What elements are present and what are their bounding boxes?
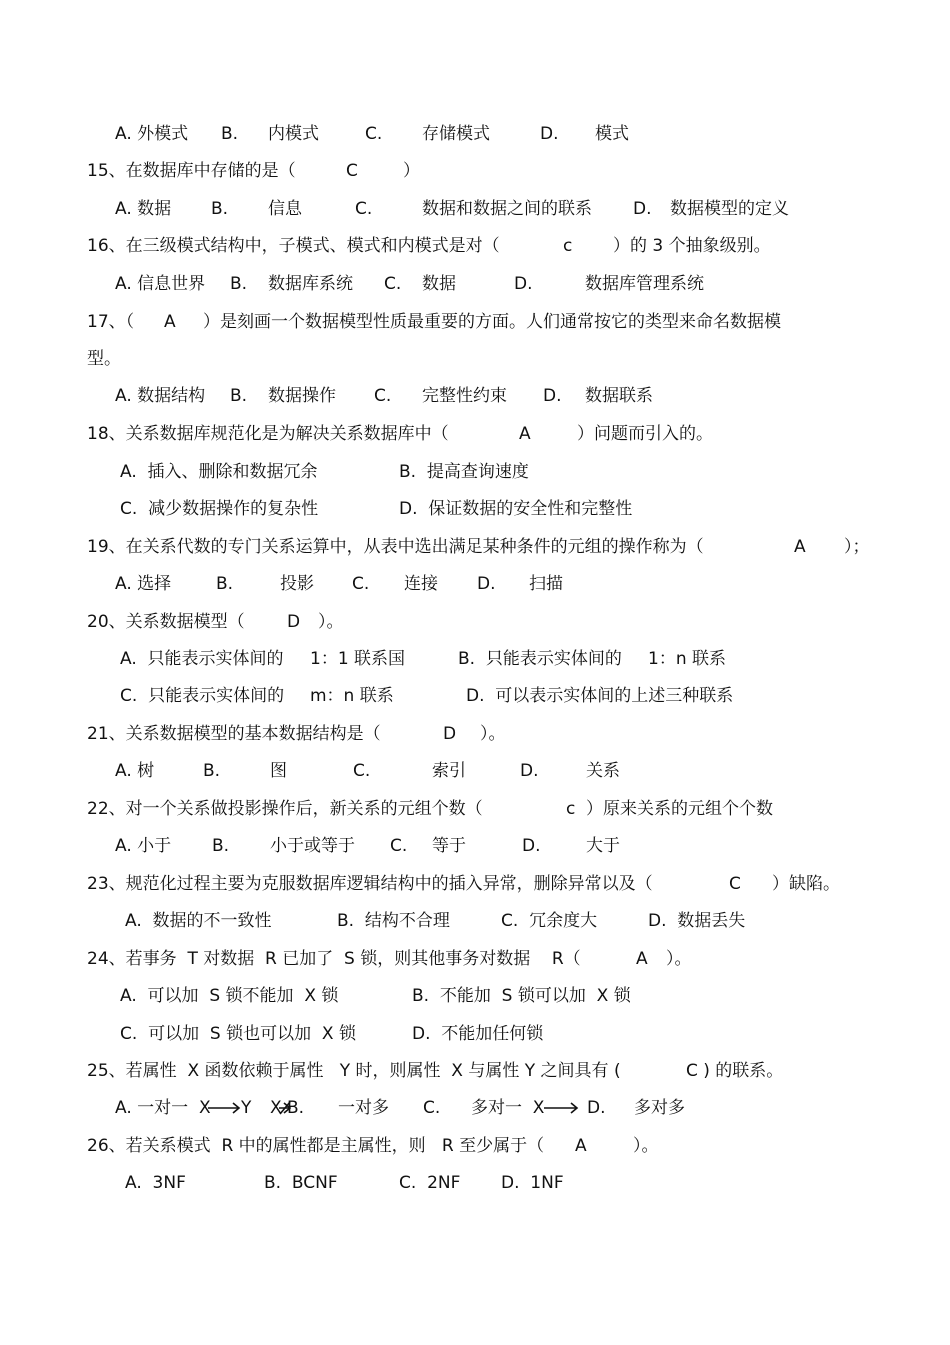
text-segment: B. BCNF xyxy=(264,1173,338,1193)
text-segment: A xyxy=(519,424,531,444)
text-segment: C. xyxy=(352,574,370,594)
text-segment: A. 3NF xyxy=(125,1173,186,1193)
text-segment: 21、关系数据模型的基本数据结构是（ xyxy=(87,724,381,744)
text-segment: 等于 xyxy=(432,836,466,856)
text-segment: A. 数据结构 xyxy=(115,386,206,406)
text-segment: C. xyxy=(423,1098,441,1118)
text-segment: 大于 xyxy=(586,836,620,856)
text-segment: 一对多 xyxy=(338,1098,389,1118)
text-segment: A. 外模式 xyxy=(115,124,189,144)
text-segment: 18、关系数据库规范化是为解决关系数据库中（ xyxy=(87,424,449,444)
text-segment: B. 不能加 S 锁可以加 X 锁 xyxy=(412,986,631,1006)
text-segment: A. 选择 xyxy=(115,574,172,594)
text-segment: B. 结构不合理 xyxy=(337,911,450,931)
text-segment: 数据库管理系统 xyxy=(585,274,704,294)
text-segment: C. xyxy=(384,274,402,294)
text-segment: 存储模式 xyxy=(422,124,490,144)
text-segment: C xyxy=(346,161,358,181)
text-segment: 索引 xyxy=(432,761,466,781)
text-segment: 26、若关系模式 R 中的属性都是主属性，则 R 至少属于（ xyxy=(87,1136,545,1156)
text-segment: C. 可以加 S 锁也可以加 X 锁 xyxy=(120,1024,356,1044)
text-segment: 完整性约束 xyxy=(422,386,507,406)
text-segment: B. 提高查询速度 xyxy=(399,462,529,482)
text-segment: D. 保证数据的安全性和完整性 xyxy=(399,499,633,519)
text-segment: ）。 xyxy=(666,949,692,969)
text-segment: 数据联系 xyxy=(585,386,653,406)
text-segment: D. 数据丢失 xyxy=(648,911,746,931)
text-segment: A xyxy=(575,1136,587,1156)
text-segment: D. xyxy=(522,836,541,856)
text-segment: 图 xyxy=(270,761,287,781)
text-segment: 多对一 X xyxy=(471,1098,545,1118)
text-segment: ）缺陷。 xyxy=(772,874,840,894)
text-segment: B. xyxy=(211,199,229,219)
text-segment: D. xyxy=(477,574,496,594)
text-segment: D. xyxy=(520,761,539,781)
text-segment: D. 可以表示实体间的上述三种联系 xyxy=(466,686,734,706)
text-segment: A. 数据 xyxy=(115,199,172,219)
text-segment: B. xyxy=(212,836,230,856)
arrow-right-icon xyxy=(207,1099,241,1117)
text-segment: D. xyxy=(543,386,562,406)
text-segment: ） xyxy=(403,161,420,181)
not-arrow-icon xyxy=(278,1099,292,1117)
text-segment: 24、若事务 T 对数据 R 已加了 S 锁，则其他事务对数据 R（ xyxy=(87,949,581,969)
text-segment: D. xyxy=(587,1098,606,1118)
text-segment: ）。 xyxy=(633,1136,659,1156)
text-segment: B. 只能表示实体间的 xyxy=(458,649,622,669)
text-segment: m：n 联系 xyxy=(310,686,394,706)
text-segment: 模式 xyxy=(595,124,629,144)
text-segment: A. 信息世界 xyxy=(115,274,206,294)
text-segment: 连接 xyxy=(404,574,438,594)
text-segment: A. 一对一 X xyxy=(115,1098,211,1118)
text-segment: C. xyxy=(355,199,373,219)
text-segment: D. 1NF xyxy=(501,1173,564,1193)
text-segment: ）。 xyxy=(318,612,344,632)
text-segment: A xyxy=(794,537,806,557)
text-segment: 17、（ xyxy=(87,312,135,332)
text-segment: 内模式 xyxy=(268,124,319,144)
text-segment: C. 只能表示实体间的 xyxy=(120,686,285,706)
text-segment: 1：1 联系国 xyxy=(310,649,406,669)
text-segment: D. xyxy=(633,199,652,219)
text-segment: 22、对一个关系做投影操作后，新关系的元组个数（ xyxy=(87,799,483,819)
text-segment: B. xyxy=(230,386,248,406)
text-segment: 数据 xyxy=(422,274,456,294)
text-segment: A. 可以加 S 锁不能加 X 锁 xyxy=(120,986,339,1006)
text-segment: C. 减少数据操作的复杂性 xyxy=(120,499,319,519)
text-segment: 信息 xyxy=(268,199,302,219)
text-segment: C. xyxy=(365,124,383,144)
text-segment: 16、在三级模式结构中，子模式、模式和内模式是对（ xyxy=(87,236,500,256)
text-segment: A. 树 xyxy=(115,761,155,781)
text-segment: 小于或等于 xyxy=(270,836,355,856)
text-segment: 数据模型的定义 xyxy=(670,199,789,219)
text-segment: ）； xyxy=(844,537,870,557)
text-segment: 20、关系数据模型（ xyxy=(87,612,245,632)
text-segment: 19、在关系代数的专门关系运算中，从表中选出满足某种条件的元组的操作称为（ xyxy=(87,537,704,557)
text-segment: C. 2NF xyxy=(399,1173,461,1193)
text-segment: X xyxy=(270,1098,282,1118)
arrow-right-icon xyxy=(543,1099,579,1117)
text-segment: B. xyxy=(221,124,239,144)
text-segment: 型。 xyxy=(87,349,121,369)
text-segment: 23、规范化过程主要为克服数据库逻辑结构中的插入异常，删除异常以及（ xyxy=(87,874,653,894)
text-segment: ）问题而引入的。 xyxy=(577,424,713,444)
text-segment: 投影 xyxy=(280,574,314,594)
text-segment: C. 冗余度大 xyxy=(501,911,598,931)
text-segment: B. xyxy=(203,761,221,781)
text-segment: C xyxy=(729,874,741,894)
text-segment: 多对多 xyxy=(634,1098,685,1118)
text-segment: c xyxy=(566,799,576,819)
text-segment: A xyxy=(164,312,176,332)
text-segment: D xyxy=(443,724,457,744)
text-segment: 扫描 xyxy=(529,574,563,594)
text-segment: 数据库系统 xyxy=(268,274,353,294)
text-segment: C. xyxy=(353,761,371,781)
text-segment: A xyxy=(636,949,648,969)
text-segment: B. xyxy=(230,274,248,294)
text-segment: C. xyxy=(374,386,392,406)
text-segment: 关系 xyxy=(586,761,620,781)
text-segment: C ) 的联系。 xyxy=(686,1061,784,1081)
text-segment: 数据操作 xyxy=(268,386,336,406)
text-segment: A. 数据的不一致性 xyxy=(125,911,272,931)
text-segment: B. xyxy=(216,574,234,594)
text-segment: D xyxy=(287,612,301,632)
text-segment: A. 插入、删除和数据冗余 xyxy=(120,462,318,482)
text-segment: 15、在数据库中存储的是（ xyxy=(87,161,296,181)
text-segment: D. xyxy=(540,124,559,144)
text-segment: 25、若属性 X 函数依赖于属性 Y 时，则属性 X 与属性 Y 之间具有 ( xyxy=(87,1061,621,1081)
text-segment: Y xyxy=(241,1098,252,1118)
text-segment: ）是刻画一个数据模型性质最重要的方面。人们通常按它的类型来命名数据模 xyxy=(203,312,781,332)
text-segment: ）的 3 个抽象级别。 xyxy=(613,236,771,256)
text-segment: D. xyxy=(514,274,533,294)
text-segment: D. 不能加任何锁 xyxy=(412,1024,544,1044)
text-segment: A. 只能表示实体间的 xyxy=(120,649,284,669)
text-segment: 1：n 联系 xyxy=(648,649,726,669)
text-segment: c xyxy=(563,236,573,256)
text-segment: ）原来关系的元组个个数 xyxy=(586,799,773,819)
text-segment: C. xyxy=(390,836,408,856)
text-segment: A. 小于 xyxy=(115,836,172,856)
text-segment: ）。 xyxy=(480,724,506,744)
text-segment: 数据和数据之间的联系 xyxy=(422,199,592,219)
text-segment: B. xyxy=(287,1098,305,1118)
